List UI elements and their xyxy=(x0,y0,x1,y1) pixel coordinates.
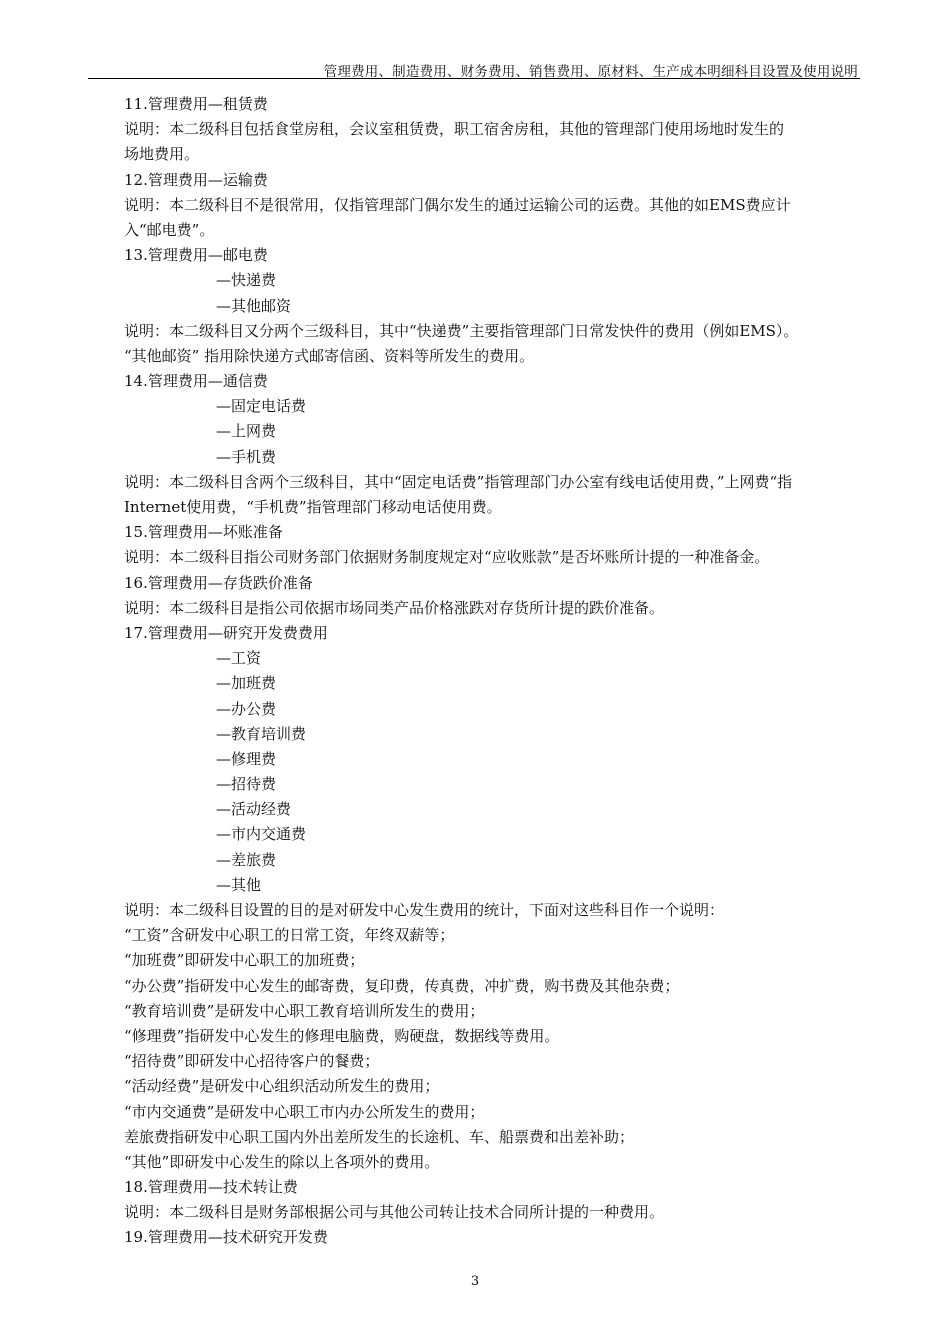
sub-account-item: —工资 xyxy=(216,649,262,668)
body-text-line: “其他邮资” 指用除快递方式邮寄信函、资料等所发生的费用。 xyxy=(124,346,535,365)
body-text-line: Internet使用费，“手机费”指管理部门移动电话使用费。 xyxy=(124,498,502,516)
document-body xyxy=(124,92,864,1251)
running-header xyxy=(88,58,860,79)
sub-account-item: —办公费 xyxy=(216,699,277,718)
section-heading: 12.管理费用—运输费 xyxy=(124,170,268,189)
section-heading: 19.管理费用—技术研究开发费 xyxy=(124,1228,328,1247)
body-text-line: 说明：本二级科目设置的目的是对研发中心发生费用的统计，下面对这些科目作一个说明： xyxy=(124,901,725,919)
section-heading: 13.管理费用—邮电费 xyxy=(124,246,268,265)
body-text-line: 说明：本二级科目是财务部根据公司与其他公司转让技术合同所计提的一种费用。 xyxy=(124,1203,665,1222)
sub-account-item: —市内交通费 xyxy=(216,825,307,844)
body-text-line: 场地费用。 xyxy=(124,145,200,164)
sub-account-item: —差旅费 xyxy=(216,850,277,869)
body-text-line: “加班费”即研发中心职工的加班费； xyxy=(124,951,365,970)
section-heading: 16.管理费用—存货跌价准备 xyxy=(124,573,313,592)
sub-account-item: —加班费 xyxy=(216,674,277,693)
sub-account-item: —上网费 xyxy=(216,422,277,441)
section-heading: 17.管理费用—研究开发费费用 xyxy=(124,623,328,642)
section-heading: 11.管理费用—租赁费 xyxy=(124,95,268,113)
page-number: 3 xyxy=(470,1274,480,1289)
section-heading: 18.管理费用—技术转让费 xyxy=(124,1178,298,1197)
body-text-line: “招待费”即研发中心招待客户的餐费； xyxy=(124,1052,380,1071)
body-text-line: “办公费”指研发中心发生的邮寄费，复印费，传真费，冲扩费，购书费及其他杂费； xyxy=(124,976,680,995)
sub-account-item: —快递费 xyxy=(216,271,277,290)
section-heading: 15.管理费用—坏账准备 xyxy=(124,523,283,542)
body-text-line: 说明：本二级科目又分两个三级科目，其中“快递费”主要指管理部门日常发快件的费用（例如EMS）。 xyxy=(124,321,799,340)
body-text-line: 说明：本二级科目含两个三级科目，其中“固定电话费”指管理部门办公室有线电话使用费，”上网费“指 xyxy=(124,472,793,491)
sub-account-item: —教育培训费 xyxy=(216,724,307,743)
body-text-line: 说明：本二级科目不是很常用，仅指管理部门偶尔发生的通过运输公司的运费。其他的如EMS费应计 xyxy=(124,195,791,214)
body-text-line: “教育培训费”是研发中心职工教育培训所发生的费用； xyxy=(124,1001,485,1020)
sub-account-item: —招待费 xyxy=(216,775,277,794)
body-text-line: “市内交通费”是研发中心职工市内办公所发生的费用； xyxy=(124,1102,485,1121)
sub-account-item: —其他 xyxy=(216,875,262,894)
body-text-line: “工资”含研发中心职工的日常工资，年终双薪等； xyxy=(124,926,455,945)
body-text-line: 入“邮电费”。 xyxy=(124,220,215,239)
body-text-line: 说明：本二级科目包括食堂房租，会议室租赁费，职工宿舍房租，其他的管理部门使用场地时发生的 xyxy=(124,120,785,139)
body-text-line: 说明：本二级科目是指公司依据市场同类产品价格涨跌对存货所计提的跌价准备。 xyxy=(124,598,665,617)
body-text-line: 说明：本二级科目指公司财务部门依据财务制度规定对“应收账款”是否坏账所计提的一种准备金。 xyxy=(124,548,770,567)
sub-account-item: —修理费 xyxy=(216,749,277,768)
section-heading: 14.管理费用—通信费 xyxy=(124,372,268,391)
body-text-line: “修理费”指研发中心发生的修理电脑费，购硬盘，数据线等费用。 xyxy=(124,1026,560,1045)
sub-account-item: —手机费 xyxy=(216,447,277,466)
sub-account-item: —活动经费 xyxy=(216,800,292,819)
sub-account-item: —其他邮资 xyxy=(216,296,292,315)
header-title: 管理费用、制造费用、财务费用、销售费用、原材料、生产成本明细科目设置及使用说明 xyxy=(323,64,858,80)
body-text-line: “其他”即研发中心发生的除以上各项外的费用。 xyxy=(124,1152,440,1171)
sub-account-item: —固定电话费 xyxy=(216,397,307,416)
body-text-line: “活动经费”是研发中心组织活动所发生的费用； xyxy=(124,1077,440,1096)
body-text-line: 差旅费指研发中心职工国内外出差所发生的长途机、车、船票费和出差补助； xyxy=(124,1127,635,1146)
